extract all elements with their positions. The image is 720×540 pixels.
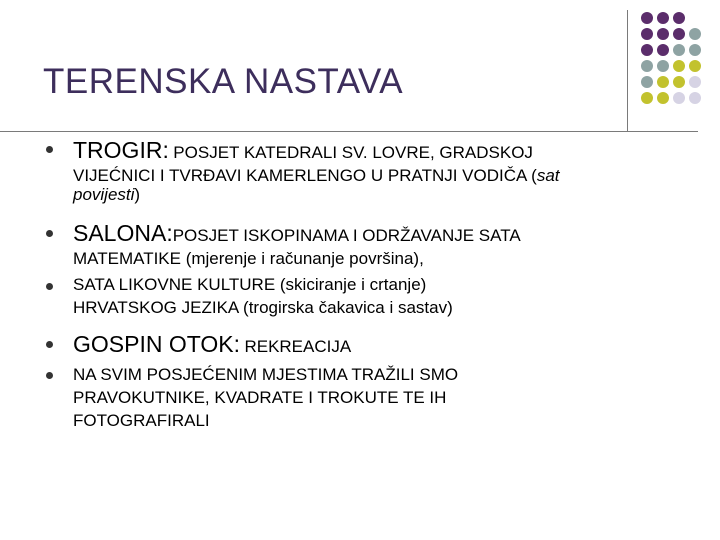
dot xyxy=(689,44,701,56)
dot xyxy=(689,28,701,40)
bullet-icon xyxy=(46,283,53,290)
salona-line-2 xyxy=(73,250,424,267)
trogir-line-1 xyxy=(73,139,533,162)
salona-text: POSJET ISKOPINAMA I ODRŽAVANJE SATA xyxy=(172,226,521,245)
dot xyxy=(641,76,653,88)
mjesta-line-2 xyxy=(73,389,446,406)
likovna-line-1 xyxy=(73,276,426,293)
dot xyxy=(657,76,669,88)
dot xyxy=(673,60,685,72)
dot xyxy=(689,92,701,104)
gospin-text: REKREACIJA xyxy=(244,337,352,356)
dot xyxy=(689,76,701,88)
dot xyxy=(657,12,669,24)
mjesta-text: NA SVIM POSJEĆENIM MJESTIMA TRAŽILI SMO xyxy=(73,365,459,384)
gospin-line xyxy=(73,333,351,356)
trogir-line-3 xyxy=(73,186,140,203)
dot xyxy=(641,92,653,104)
salona-text: MATEMATIKE (mjerenje i računanje površina), xyxy=(73,249,424,268)
vertical-divider xyxy=(627,10,628,132)
trogir-text: VIJEĆNICI I TVRĐAVI KAMERLENGO U PRATNJI VODIČA ( xyxy=(73,166,537,185)
dot xyxy=(641,12,653,24)
dot xyxy=(641,60,653,72)
page-title: TERENSKA NASTAVA xyxy=(43,62,404,101)
dot xyxy=(673,92,685,104)
gospin-heading: GOSPIN OTOK: xyxy=(73,331,240,357)
dot xyxy=(657,60,669,72)
dot xyxy=(689,60,701,72)
bullet-icon xyxy=(46,230,53,237)
bullet-icon xyxy=(46,372,53,379)
trogir-italic-text: povijesti xyxy=(73,185,135,204)
dot xyxy=(673,12,685,24)
dot xyxy=(673,28,685,40)
title-divider xyxy=(0,131,698,132)
trogir-italic-text: sat xyxy=(536,166,560,185)
bullet-icon xyxy=(46,146,53,153)
mjesta-text: PRAVOKUTNIKE, KVADRATE I TROKUTE TE IH xyxy=(73,388,447,407)
dot xyxy=(657,44,669,56)
dot xyxy=(641,44,653,56)
trogir-text: ) xyxy=(134,185,141,204)
trogir-heading: TROGIR: xyxy=(73,137,169,163)
dot xyxy=(673,76,685,88)
mjesta-text: FOTOGRAFIRALI xyxy=(73,411,210,430)
salona-line-1 xyxy=(73,222,521,245)
salona-heading: SALONA: xyxy=(73,220,173,246)
mjesta-line-3 xyxy=(73,412,210,429)
trogir-line-2 xyxy=(73,167,560,184)
decorative-dot-grid-icon xyxy=(641,12,720,112)
likovna-line-2 xyxy=(73,299,453,316)
likovna-text: HRVATSKOG JEZIKA (trogirska čakavica i sastav) xyxy=(73,298,453,317)
likovna-text: SATA LIKOVNE KULTURE (skiciranje i crtanje) xyxy=(73,275,427,294)
dot xyxy=(657,92,669,104)
mjesta-line-1 xyxy=(73,366,458,383)
trogir-text: POSJET KATEDRALI SV. LOVRE, GRADSKOJ xyxy=(173,143,533,162)
bullet-icon xyxy=(46,341,53,348)
dot xyxy=(657,28,669,40)
dot xyxy=(673,44,685,56)
dot xyxy=(641,28,653,40)
